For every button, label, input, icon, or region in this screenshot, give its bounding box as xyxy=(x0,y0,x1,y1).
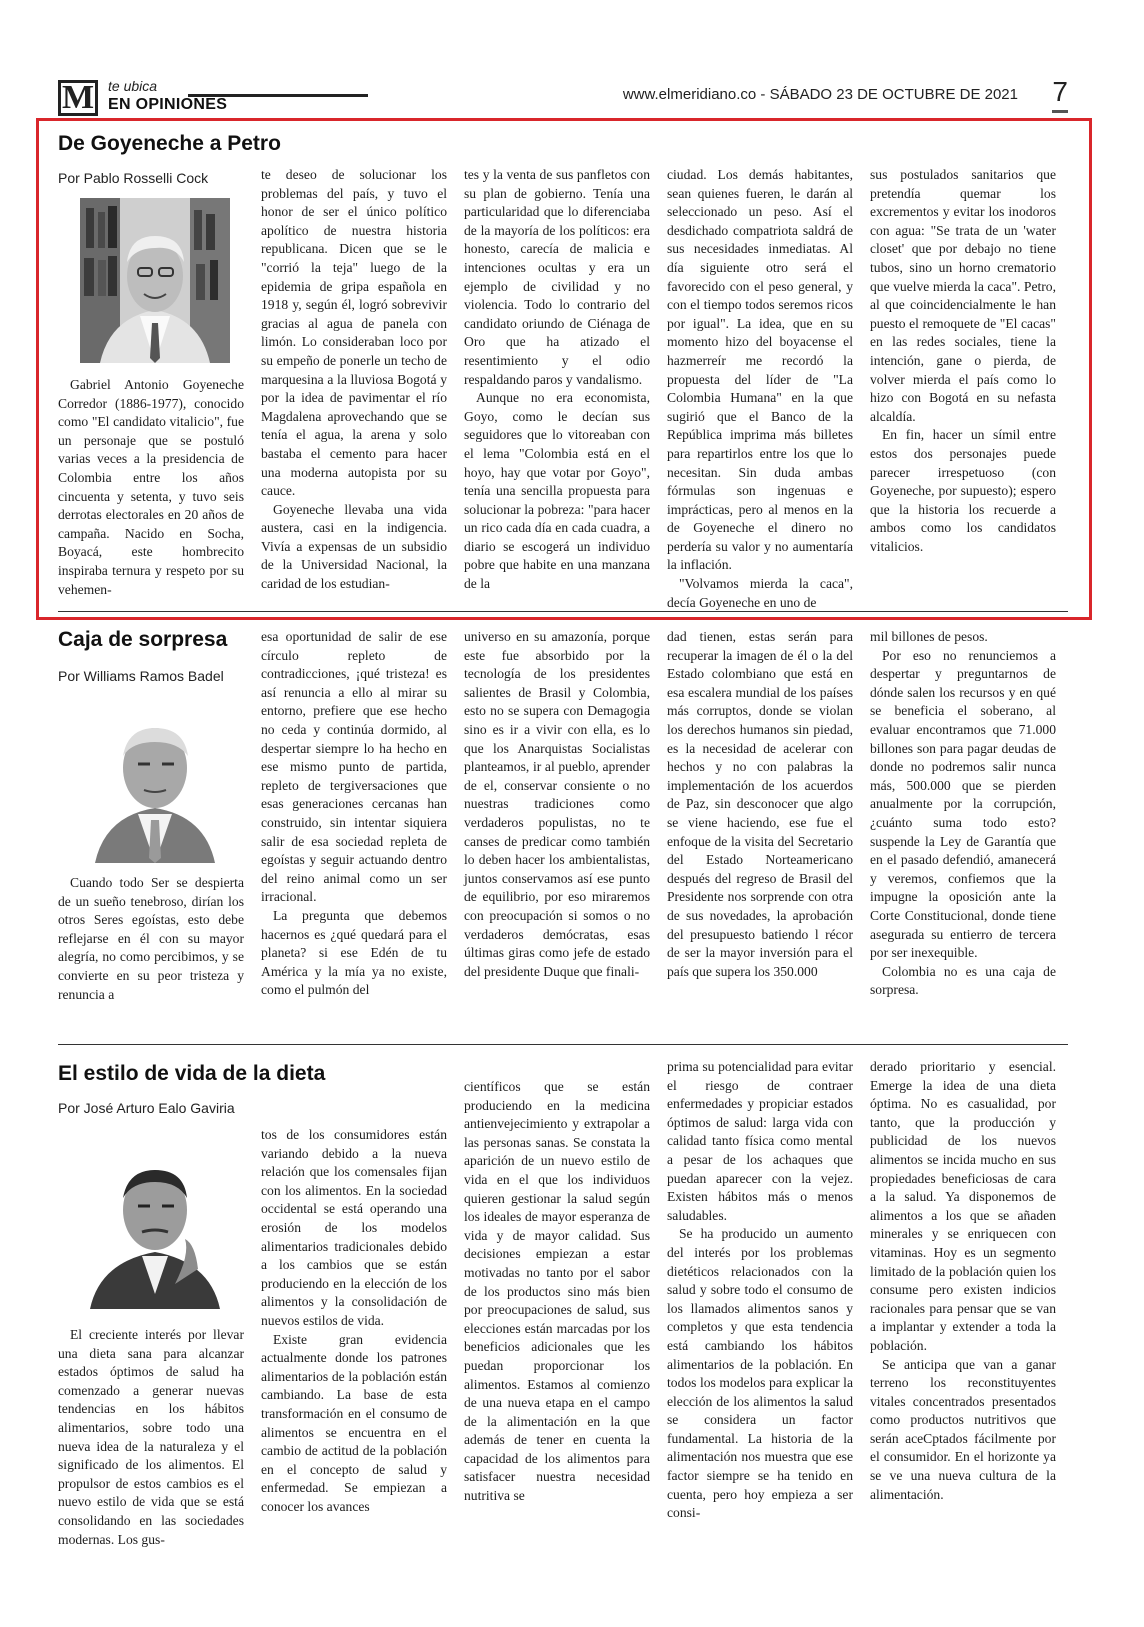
paragraph: universo en su amazonía, porque este fue absorbido por la tecnología de los presidentes salientes de Brasil y Colombia, esto no se supera con Demagogia sino es ir a vivir con ella, es lo que los Anarquistas Socialistas planteamos, ir al pueblo, aprender de el, conservar consiente o no nuestras tradiciones como verdaderos populistas, no te canses de predicar como también lo deben hacer los ambientalistas, juntos conservamos así ese punto de equilibrio, por eso miraremos con preocupación si somos o no verdaderos demócratas, esas últimas giras como jefe de estado del presidente Duque que finali- xyxy=(464,629,650,979)
paragraph: dad tienen, estas serán para recuperar la imagen de él o la del Estado colombiano que está en esa escalera mundial de los países más corruptos, donde se violan los derechos humanos sin piedad, es la necesidad de acelerar con hechos y no con palabras la implementación de los acuerdos de Paz, sin desconocer que algo se viene haciendo, ese fue el enfoque de la visita del Secretario del Estado Norteamericano después del regreso de Brasil del Presidente nos sorprende con otra de sus novedades, la aprobación del presupuesto batiendo l récor de ser la mayor inversión para el país que supera los 350.000 xyxy=(667,629,853,979)
article-byline: Por Williams Ramos Badel xyxy=(58,668,224,684)
section-title: EN OPINIONES xyxy=(108,96,228,113)
author-portrait-icon xyxy=(80,698,230,863)
paragraph: Existe gran evidencia actualmente donde los patrones alimentarios de la población están cambiando. La base de esta transformación en el consumo de alimentos se encuentra en el cambio de actitud de la población en el concepto de salud y enfermedad. Se empiezan a conocer los avances xyxy=(261,1331,447,1514)
paragraph: prima su potencialidad para evitar el riesgo de contraer enfermedades y propiciar estados óptimos de salud: larga vida con calidad tanto física como mental a pesar de los achaques que puedan aparecer con la vejez. Existen hábitos más o menos saludables. xyxy=(667,1059,853,1223)
article-estilo-de-vida xyxy=(58,1058,1068,1618)
paragraph: "Volvamos mierda la caca", decía Goyeneche en uno de xyxy=(667,576,853,610)
article-title: El estilo de vida de la dieta xyxy=(58,1062,326,1085)
paragraph: Goyeneche llevaba una vida austera, casi en la indigencia. Vivía a expensas de un subsidio de la Universidad Nacional, la caridad de los estudian- xyxy=(261,501,447,592)
article-column-2 xyxy=(261,166,447,594)
paragraph: ciudad. Los demás habitantes, sean quienes fueren, le darán al seleccionado un peso. Así el desdichado compatriota saldrá de sus necesidades inmediatas. Al día siguiente otro será el favorecido con el peso general, y con el tiempo todos seremos ricos por igual". La idea, que en su momento hizo del boyacense el hazmerreír me recordó la propuesta del líder de "La Colombia Humana" en la que sugirió que el Banco de la República imprima más billetes para repartirlos entre los que lo necesitan. Sin duda ambas fórmulas son ingenuas e imprácticas, pero al menos en la de Goyeneche el dinero no perdería su valor y no aumentaría la inflación. xyxy=(667,167,853,573)
article-caja-de-sorpresa xyxy=(58,628,1068,1038)
article-title: Caja de sorpresa xyxy=(58,628,228,651)
article-column-5 xyxy=(870,628,1056,1000)
article-divider xyxy=(58,611,1068,612)
article-column-4 xyxy=(667,1058,853,1523)
paragraph: En fin, hacer un símil entre estos dos personajes puede parecer irrespetuoso (con Goyeneche, por supuesto); espero que la historia los recuerde a ambos como los candidatos vitalicios. xyxy=(870,427,1056,554)
article-column-2 xyxy=(261,1126,447,1516)
paragraph: esa oportunidad de salir de ese círculo repleto de contradicciones, ¡qué tristeza! es así renuncia a ello al mirar su entorno, prefiere que ese hecho no ceda y continúa dormido, al despertar siempre lo ha hecho en ese mismo punto de partida, repleto de tergiversaciones que esas generaciones cercanas han construido, sin intentar siquiera salir de esa sociedad repleta de egoístas y seguir actuando dentro del reino animal como un ser irracional. xyxy=(261,629,447,905)
article-column-5 xyxy=(870,166,1056,556)
newspaper-logo: M xyxy=(58,80,98,116)
logo-tagline: te ubica xyxy=(108,78,158,94)
article-column-4 xyxy=(667,628,853,981)
paragraph: Gabriel Antonio Goyeneche Corredor (1886-1977), conocido como "El candidato vitalicio", fue un personaje que se postuló varias veces a la presidencia de Colombia entre los años cincuenta y setenta, y tuvo seis derrotas electorales en 20 años de campaña. Nacido en Socha, Boyacá, este hombrecito inspiraba ternura y respeto por su vehemen- xyxy=(58,377,244,597)
paragraph: Cuando todo Ser se despierta de un sueño tenebroso, dirían los otros Seres egoístas, esto debe reflejarse en él con su mayor alegría, no como percibimos, y se convierte en su peor tristeza y renuncia a xyxy=(58,875,244,1002)
article-column-3 xyxy=(464,628,650,981)
article-column-3 xyxy=(464,166,650,594)
paragraph: mil billones de pesos. xyxy=(870,629,988,644)
article-title: De Goyeneche a Petro xyxy=(58,132,281,155)
paragraph: La pregunta que debemos hacernos es ¿qué quedará para el planeta? si ese Edén de tu América y la mía ya no existe, como el pulmón del xyxy=(261,907,447,998)
paragraph: tos de los consumidores están variando debido a la nueva relación que los comensales fijan con los alimentos. En la sociedad occidental se está operando una erosión de los modelos alimentarios tradicionales debido a los cambios que se están produciendo en la elección de los alimentos y la consolidación de nuevos estilos de vida. xyxy=(261,1127,447,1328)
article-byline: Por Pablo Rosselli Cock xyxy=(58,170,209,186)
article-column-2 xyxy=(261,628,447,1000)
article-column-1 xyxy=(58,874,244,1004)
paragraph: Colombia no es una caja de sorpresa. xyxy=(870,963,1056,998)
paragraph: científicos que se están produciendo en la medicina antienvejecimiento y extrapolar a las personas sanas. Se constata la aparición de un nuevo estilo de vida en el que los individuos quieren gestionar la salud según los ideales de mayor esperanza de vida y de mayor calidad. Sus decisiones empiezan a estar motivadas no tanto por el sabor de los productos sino más bien por preocupaciones de salud, sus elecciones están marcadas por los beneficios adicionales que les puedan proporcionar los alimentos. Estamos al comienzo de una nueva etapa en el campo de la alimentación en la que además de tener en cuenta la capacidad de los alimentos para satisfacer nuestra necesidad nutritiva se xyxy=(464,1079,650,1504)
author-portrait-icon xyxy=(80,1144,230,1309)
paragraph: El creciente interés por llevar una dieta sana para alcanzar estados óptimos de salud ha comenzado a generar nuevas tendencias en los hábitos alimentarios, sobre todo una nueva idea de la naturaleza y el significado de los alimentos. El propulsor de estos cambios es el nuevo estilo de vida que se está consolidando en las sociedades modernas. Los gus- xyxy=(58,1327,244,1547)
paragraph: derado prioritario y esencial. Emerge la idea de una dieta óptima. No es casualidad, por tanto, que la producción y publicidad de los nuevos alimentos se incida mucho en sus propiedades beneficiosas de cara a la salud. Ya disponemos de alimentos a los que se añaden minerales y se enriquecen con vitaminas. Hoy es un segmento limitado de la población quien los consume pero existen indicios racionales para pensar que se van a implantar y extender a toda la población. xyxy=(870,1059,1056,1353)
paragraph: Aunque no era economista, Goyo, como le decían sus seguidores que lo vitoreaban con el lema "Colombia está en el hoyo, hay que votar por Goyo", tenía una sencilla propuesta para solucionar la pobreza: "para hacer un rico cada día en cada cuadra, a diario se escogerá un individuo pobre que habite en una manzana de la xyxy=(464,390,650,592)
masthead xyxy=(58,78,1068,122)
article-goyeneche xyxy=(58,128,1068,608)
paragraph: Por eso no renunciemos a despertar y preguntarnos de dónde salen los recursos y en qué se beneficia el soberano, al evaluar encontramos que 71.000 billones son para pagar deudas de donde no podremos salir nunca más, 500.000 que se pierden anualmente por la corrupción, ¿cuánto suma todo esto? suspende la Ley de Garantía que en el pasado defendió, amanecerá y veremos, confiemos que la impugne la oposición ante la Corte Constitucional, donde tiene asegurada su entierro de tercera por ser inexequible. xyxy=(870,647,1056,961)
page-number: 7 xyxy=(1052,76,1068,113)
paragraph: te deseo de solucionar los problemas del país, y tuvo el honor de ser el único político apolítico de nuestra historia republicana. Dicen que se le "corrió la teja" luego de la epidemia de gripa española en 1918 y, según él, logró sobrevivir gracias al agua de panela con limón. Lo consideraban loco por su empeño de ponerle un techo de marquesina a la lluviosa Bogotá y por la idea de pavimentar el río Magdalena aprovechando que se tenía el agua, la arena y solo bastaba el cemento para hacer una moderna autopista por su cauce. xyxy=(261,167,447,499)
article-byline: Por José Arturo Ealo Gaviria xyxy=(58,1100,235,1116)
paragraph: Se anticipa que van a ganar terreno los reconstituyentes vitales concentrados presentados como productos nutritivos que serán aceCptados fácilmente por el consumidor. En el horizonte ya se ve una nueva cultura de la alimentación. xyxy=(870,1356,1056,1502)
paragraph: Se ha producido un aumento del interés por los problemas dietéticos relacionados con la salud y sobre todo el consumo de los llamados alimentos sanos y completos y que esta tendencia está cambiando los hábitos alimentarios de la población. En todos los modelos para explicar la elección de los alimentos la salud se considera un factor fundamental. La historia de la alimentación nos muestra que ese factor siempre se ha tenido en cuenta, pero hoy empieza a ser consi- xyxy=(667,1226,853,1521)
paragraph: tes y la venta de sus panfletos con su plan de gobierno. Tenía una particularidad que lo diferenciaba de la mayoría de los políticos: era honesto, carecía de malicia e intenciones ocultas y era un ejemplo de civilidad y no violencia. Todo lo contrario del candidato oriundo de Ciénaga de Oro que ha atizado el resentimiento y el odio respaldando paros y vandalismo. xyxy=(464,167,650,387)
author-photo xyxy=(80,1144,230,1309)
article-column-4 xyxy=(667,166,853,612)
article-column-3 xyxy=(464,1078,650,1506)
article-column-1 xyxy=(58,1326,244,1549)
article-column-5 xyxy=(870,1058,1056,1504)
author-photo xyxy=(80,198,230,363)
author-photo xyxy=(80,698,230,863)
website-date: www.elmeridiano.co - SÁBADO 23 DE OCTUBRE DE 2021 xyxy=(622,86,1018,103)
paragraph: sus postulados sanitarios que pretendía quemar los excrementos y evitar los inodoros con agua: "Se trata de un 'water closet' que por debajo no tiene tubos, sino un horno crematorio que vuelve mierda la caca". Petro, al que coincidencialmente le han puesto el remoquete de "El cacas" en las redes sociales, tiene la intención, gane o pierda, de volver mierda el país como lo hizo con Bogotá en su nefasta alcaldía. xyxy=(870,167,1056,424)
author-portrait-icon xyxy=(80,198,230,363)
article-column-1 xyxy=(58,376,244,599)
article-divider xyxy=(58,1044,1068,1045)
